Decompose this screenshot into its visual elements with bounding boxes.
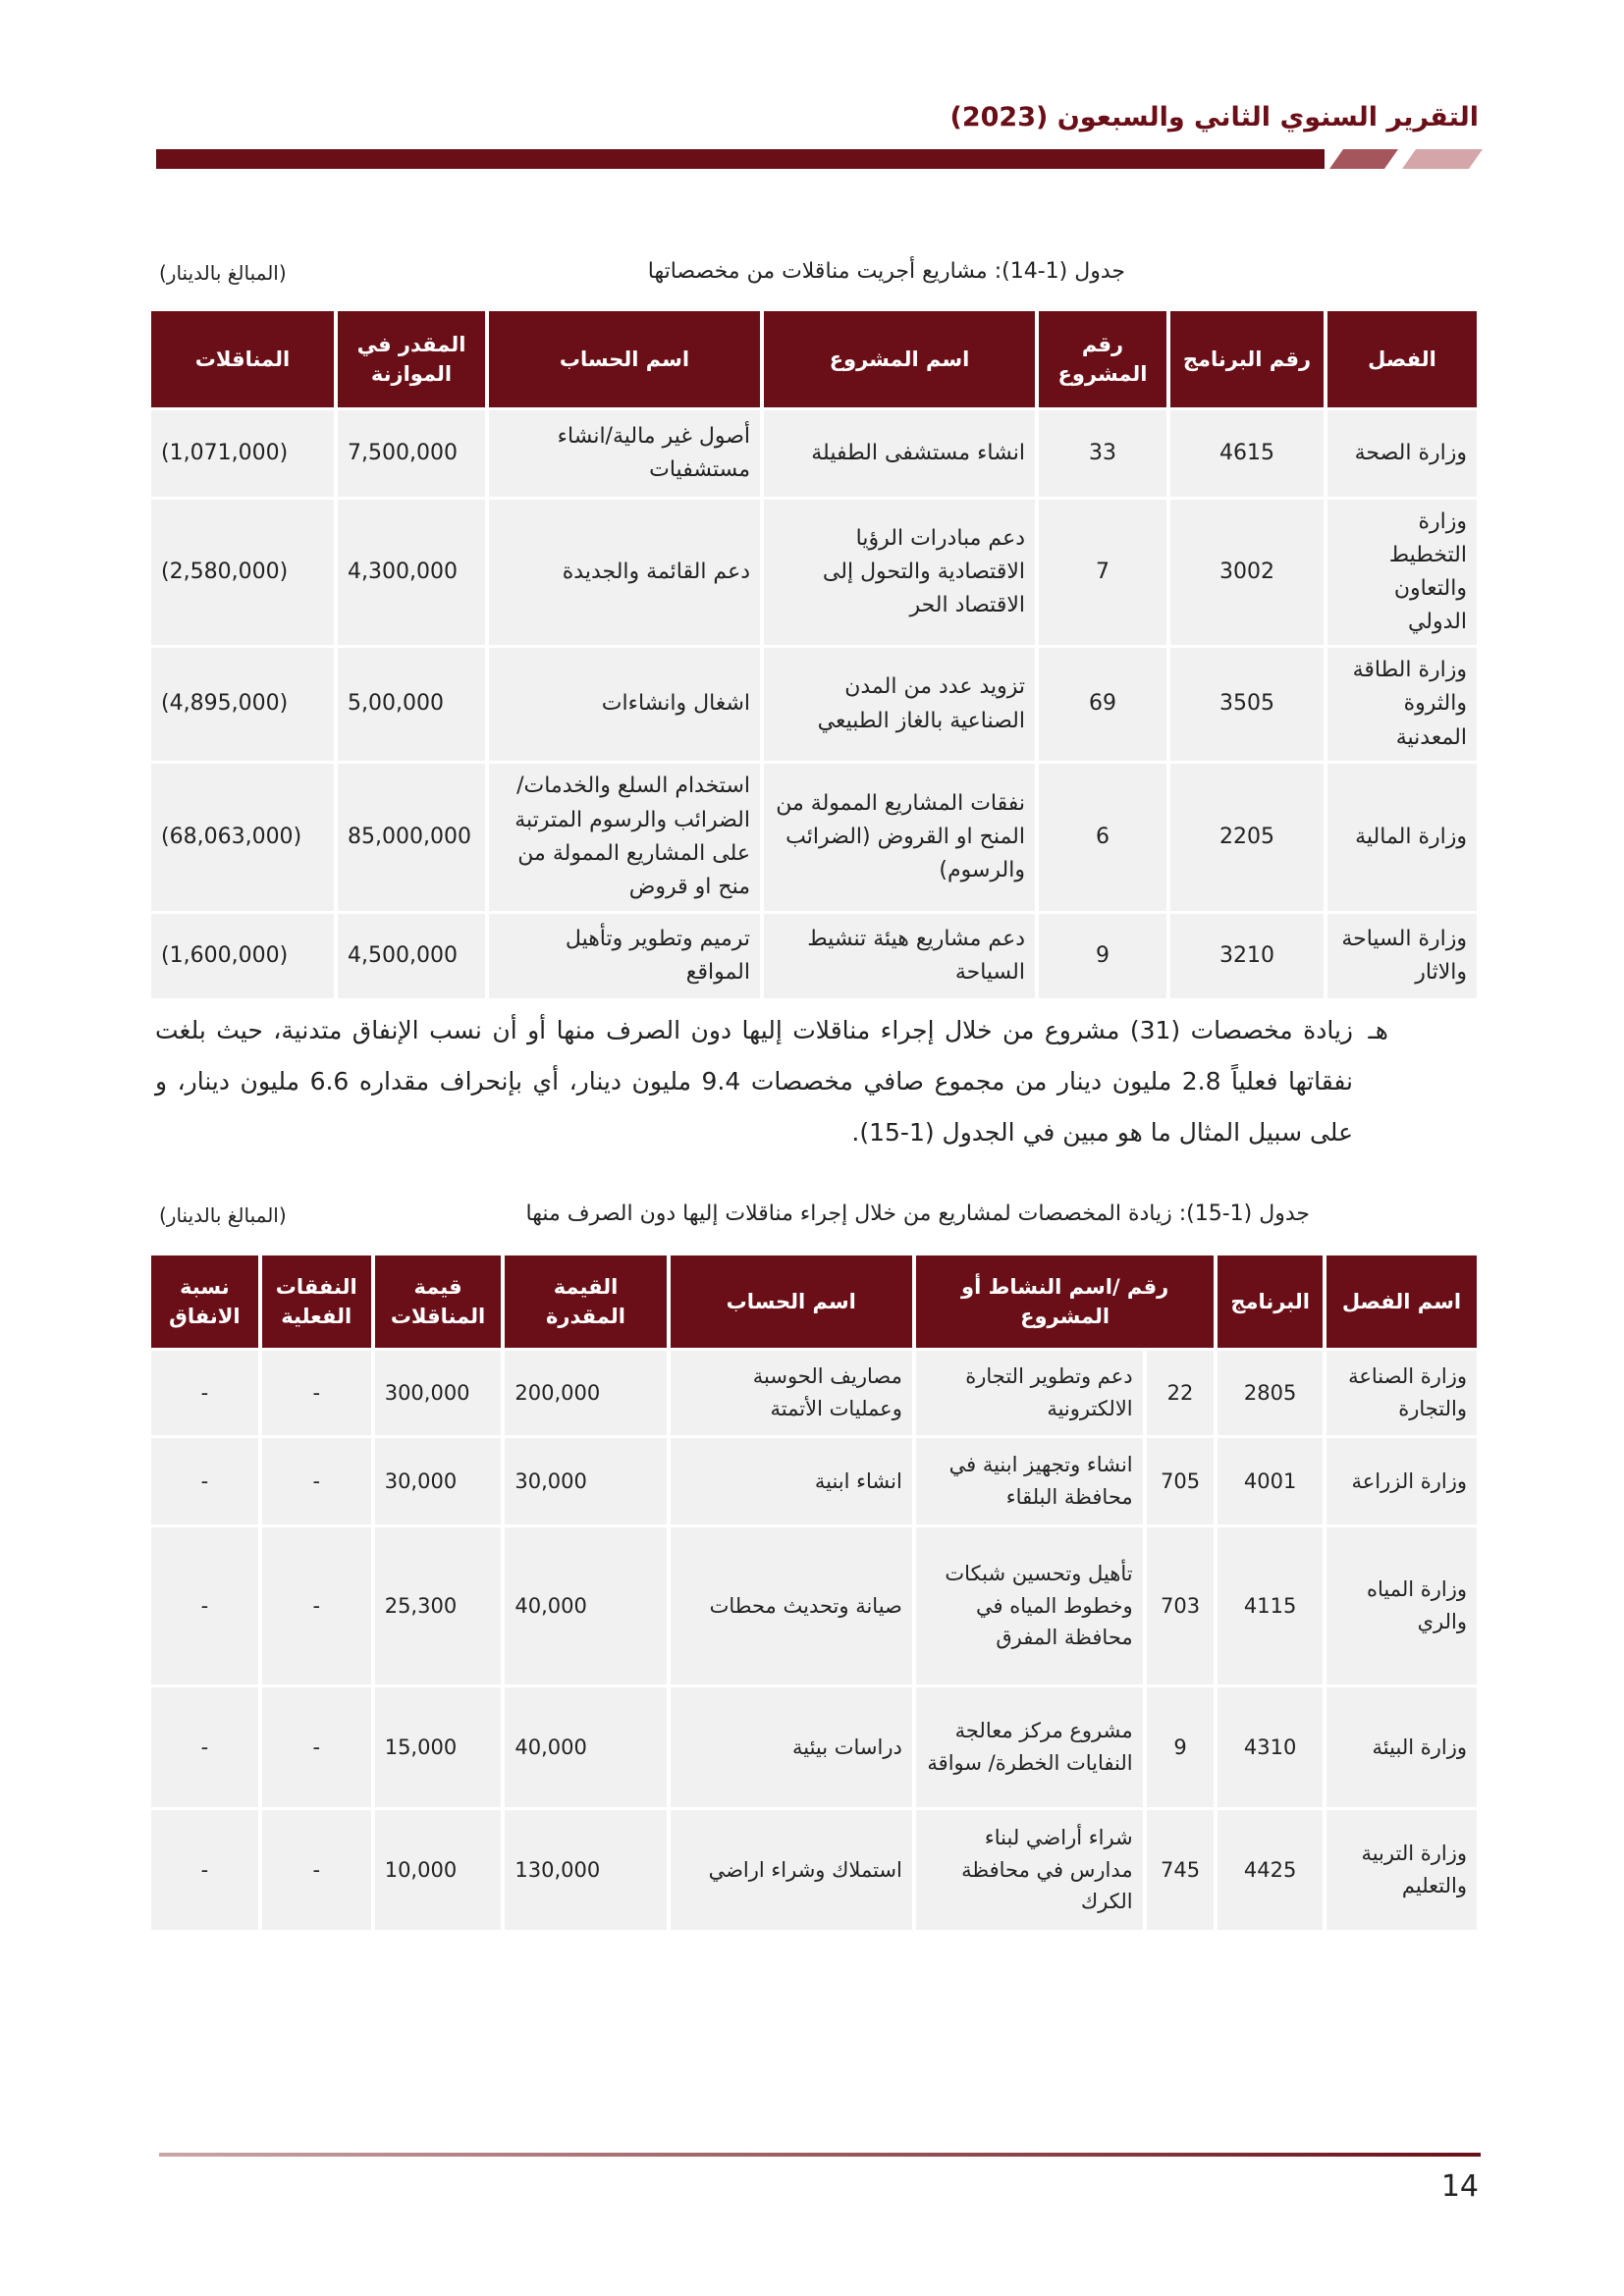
cell-transfers: 300,000 bbox=[375, 1351, 502, 1435]
cell-project-no: 7 bbox=[1039, 500, 1166, 645]
cell-activity-name: مشروع مركز معالجة النفايات الخطرة/ سواقة bbox=[916, 1687, 1143, 1807]
cell-activity-name: دعم وتطوير التجارة الالكترونية bbox=[916, 1351, 1143, 1435]
cell-transfers: 15,000 bbox=[375, 1687, 502, 1807]
cell-activity-no: 705 bbox=[1147, 1438, 1215, 1524]
cell-chapter: وزارة الطاقة والثروة المعدنية bbox=[1327, 648, 1477, 760]
cell-account: مصاريف الحوسبة وعمليات الأتمتة bbox=[671, 1351, 912, 1435]
table14-header-cell: المقدر في الموازنة bbox=[338, 311, 485, 407]
cell-activity-name: شراء أراضي لبناء مدارس في محافظة الكرك bbox=[916, 1810, 1143, 1930]
table14-header-row bbox=[151, 311, 1477, 407]
cell-estimated: 30,000 bbox=[505, 1438, 666, 1524]
cell-program: 3002 bbox=[1170, 500, 1324, 645]
cell-program: 3505 bbox=[1170, 648, 1324, 760]
cell-chapter: وزارة السياحة والاثار bbox=[1327, 914, 1477, 998]
cell-program: 4001 bbox=[1218, 1438, 1323, 1524]
table15-header-cell: النفقات الفعلية bbox=[262, 1255, 371, 1348]
table-row bbox=[151, 1687, 1477, 1807]
cell-budget: 7,500,000 bbox=[338, 410, 485, 497]
cell-actual: - bbox=[262, 1438, 371, 1524]
cell-chapter: وزارة الزراعة bbox=[1326, 1438, 1477, 1524]
cell-chapter: وزارة التربية والتعليم bbox=[1326, 1810, 1477, 1930]
cell-transfers: 10,000 bbox=[375, 1810, 502, 1930]
table15-header-cell: نسبة الانفاق bbox=[151, 1255, 258, 1348]
cell-ratio: - bbox=[151, 1438, 258, 1524]
cell-chapter: وزارة المياه والري bbox=[1326, 1527, 1477, 1684]
table15-units: (المبالغ بالدينار) bbox=[159, 1203, 287, 1227]
cell-estimated: 130,000 bbox=[505, 1810, 666, 1930]
cell-chapter: وزارة البيئة bbox=[1326, 1687, 1477, 1807]
table15-caption: جدول (1-15): زيادة المخصصات لمشاريع من خلال إجراء مناقلات إليها دون الصرف منها bbox=[525, 1201, 1310, 1226]
table15-header-cell: القيمة المقدرة bbox=[505, 1255, 666, 1348]
report-title: التقرير السنوي الثاني والسبعون (2023) bbox=[949, 102, 1479, 133]
table-row bbox=[151, 1810, 1477, 1930]
header-accent-2 bbox=[1402, 149, 1483, 169]
cell-project-name: تزويد عدد من المدن الصناعية بالغاز الطبيعي bbox=[764, 648, 1035, 760]
table15-header-cell: البرنامج bbox=[1218, 1255, 1323, 1348]
cell-account: استخدام السلع والخدمات/ الضرائب والرسوم المترتبة على المشاريع الممولة من منح او قروض bbox=[489, 764, 760, 911]
cell-account: انشاء ابنية bbox=[671, 1438, 912, 1524]
cell-project-name: دعم مشاريع هيئة تنشيط السياحة bbox=[764, 914, 1035, 998]
cell-program: 4425 bbox=[1218, 1810, 1323, 1930]
table14-header-cell: اسم المشروع bbox=[764, 311, 1035, 407]
cell-account: دعم القائمة والجديدة bbox=[489, 500, 760, 645]
cell-program: 4310 bbox=[1218, 1687, 1323, 1807]
cell-chapter: وزارة الصناعة والتجارة bbox=[1326, 1351, 1477, 1435]
cell-program: 4615 bbox=[1170, 410, 1324, 497]
cell-account: اشغال وانشاءات bbox=[489, 648, 760, 760]
cell-budget: 5,00,000 bbox=[338, 648, 485, 760]
cell-transfers: (68,063,000) bbox=[151, 764, 334, 911]
table-row bbox=[151, 1438, 1477, 1524]
cell-chapter: وزارة الصحة bbox=[1327, 410, 1477, 497]
cell-chapter: وزارة التخطيط والتعاون الدولي bbox=[1327, 500, 1477, 645]
footer-line bbox=[159, 2153, 1481, 2157]
cell-estimated: 40,000 bbox=[505, 1527, 666, 1684]
cell-project-name: نفقات المشاريع الممولة من المنح او القروض (الضرائب والرسوم) bbox=[764, 764, 1035, 911]
header-bar bbox=[156, 149, 1325, 169]
table14 bbox=[147, 308, 1481, 1001]
cell-ratio: - bbox=[151, 1687, 258, 1807]
table14-header-cell: المناقلات bbox=[151, 311, 334, 407]
cell-program: 3210 bbox=[1170, 914, 1324, 998]
table-row bbox=[151, 410, 1477, 497]
cell-estimated: 40,000 bbox=[505, 1687, 666, 1807]
cell-actual: - bbox=[262, 1527, 371, 1684]
page-number: 14 bbox=[1440, 2169, 1479, 2204]
table14-header-cell: رقم البرنامج bbox=[1170, 311, 1324, 407]
cell-budget: 85,000,000 bbox=[338, 764, 485, 911]
cell-ratio: - bbox=[151, 1351, 258, 1435]
cell-transfers: (1,071,000) bbox=[151, 410, 334, 497]
cell-activity-name: انشاء وتجهيز ابنية في محافظة البلقاء bbox=[916, 1438, 1143, 1524]
table-row bbox=[151, 1351, 1477, 1435]
cell-activity-no: 22 bbox=[1147, 1351, 1215, 1435]
cell-activity-no: 745 bbox=[1147, 1810, 1215, 1930]
table14-header-cell: اسم الحساب bbox=[489, 311, 760, 407]
cell-actual: - bbox=[262, 1351, 371, 1435]
cell-actual: - bbox=[262, 1810, 371, 1930]
cell-project-name: انشاء مستشفى الطفيلة bbox=[764, 410, 1035, 497]
cell-account: أصول غير مالية/انشاء مستشفيات bbox=[489, 410, 760, 497]
cell-program: 2205 bbox=[1170, 764, 1324, 911]
cell-activity-no: 9 bbox=[1147, 1687, 1215, 1807]
header-accent-1 bbox=[1329, 149, 1398, 169]
cell-ratio: - bbox=[151, 1527, 258, 1684]
cell-project-no: 69 bbox=[1039, 648, 1166, 760]
table14-caption: جدول (1-14): مشاريع أجريت مناقلات من مخصصاتها bbox=[647, 259, 1125, 284]
table-row bbox=[151, 1527, 1477, 1684]
cell-account: دراسات بيئية bbox=[671, 1687, 912, 1807]
cell-transfers: 25,300 bbox=[375, 1527, 502, 1684]
cell-account: استملاك وشراء اراضي bbox=[671, 1810, 912, 1930]
cell-project-no: 6 bbox=[1039, 764, 1166, 911]
paragraph-marker: هـ bbox=[1368, 1016, 1388, 1044]
table15-header-cell: رقم /اسم النشاط أو المشروع bbox=[916, 1255, 1215, 1348]
cell-account: صيانة وتحديث محطات bbox=[671, 1527, 912, 1684]
cell-estimated: 200,000 bbox=[505, 1351, 666, 1435]
cell-project-no: 33 bbox=[1039, 410, 1166, 497]
cell-ratio: - bbox=[151, 1810, 258, 1930]
cell-project-no: 9 bbox=[1039, 914, 1166, 998]
cell-activity-name: تأهيل وتحسين شبكات وخطوط المياه في محافظة المفرق bbox=[916, 1527, 1143, 1684]
table15 bbox=[147, 1253, 1481, 1933]
paragraph-text: زيادة مخصصات (31) مشروع من خلال إجراء مناقلات إليها دون الصرف منها أو أن نسب الإنفاق متدنية، حيث بلغت نفقاتها فعلياً 2.8 مليون دينار من مجموع صافي مخصصات 9.4 مليون دينار، أي بإنحراف مقداره 6.6 مليون دينار، و على سبيل المثال ما هو مبين في الجدول (1-15). bbox=[155, 1016, 1353, 1147]
cell-transfers: (1,600,000) bbox=[151, 914, 334, 998]
cell-budget: 4,300,000 bbox=[338, 500, 485, 645]
table15-header-cell: اسم الحساب bbox=[671, 1255, 912, 1348]
cell-transfers: 30,000 bbox=[375, 1438, 502, 1524]
cell-project-name: دعم مبادرات الرؤيا الاقتصادية والتحول إلى الاقتصاد الحر bbox=[764, 500, 1035, 645]
table14-units: (المبالغ بالدينار) bbox=[159, 261, 287, 285]
cell-chapter: وزارة المالية bbox=[1327, 764, 1477, 911]
cell-budget: 4,500,000 bbox=[338, 914, 485, 998]
table15-header-cell: اسم الفصل bbox=[1326, 1255, 1477, 1348]
cell-program: 2805 bbox=[1218, 1351, 1323, 1435]
table15-header-cell: قيمة المناقلات bbox=[375, 1255, 502, 1348]
cell-actual: - bbox=[262, 1687, 371, 1807]
table-row bbox=[151, 500, 1477, 645]
cell-transfers: (2,580,000) bbox=[151, 500, 334, 645]
table14-header-cell: الفصل bbox=[1327, 311, 1477, 407]
cell-program: 4115 bbox=[1218, 1527, 1323, 1684]
table15-header-row bbox=[151, 1255, 1477, 1348]
table-row bbox=[151, 764, 1477, 911]
cell-transfers: (4,895,000) bbox=[151, 648, 334, 760]
cell-activity-no: 703 bbox=[1147, 1527, 1215, 1684]
table14-header-cell: رقم المشروع bbox=[1039, 311, 1166, 407]
table-row bbox=[151, 648, 1477, 760]
table-row bbox=[151, 914, 1477, 998]
cell-account: ترميم وتطوير وتأهيل المواقع bbox=[489, 914, 760, 998]
